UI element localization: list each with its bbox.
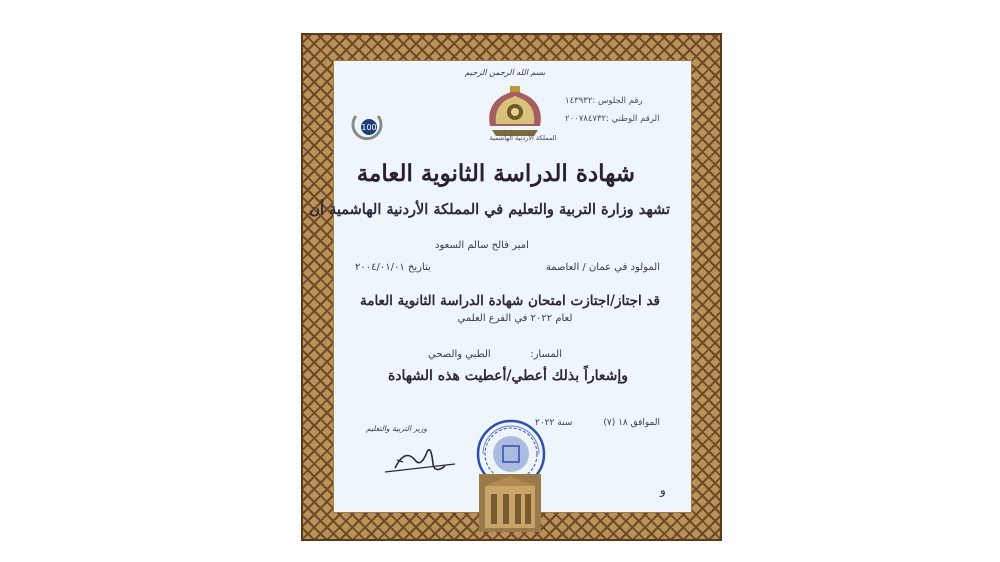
issue-date-label: الموافق ١٨ (٧) [603, 418, 660, 428]
petra-hologram-icon [479, 474, 541, 532]
royal-crest-icon [482, 86, 548, 138]
track-label: المسار: [530, 349, 562, 360]
minister-signature [375, 438, 465, 478]
certify-line: تشهد وزارة التربية والتعليم في المملكة الأردنية الهاشمية أن [309, 201, 670, 218]
centennial-badge-icon [350, 108, 384, 142]
basmala: بسم الله الرحمن الرحيم [464, 68, 546, 77]
year-line: لعام ٢٠٢٢ في الفرع العلمي [457, 313, 573, 324]
born-place: المولود في عمان / العاصمة [545, 262, 660, 273]
handwritten-note: و [660, 483, 666, 497]
seat-number: رقم الجلوس :١٤٣٩٣٢ [565, 96, 643, 106]
issue-year: سنة ٢٠٢٢ [535, 418, 573, 428]
issue-date [535, 418, 660, 428]
track-line [428, 349, 562, 360]
minister-title: وزير التربية والتعليم [366, 424, 427, 433]
birth-date: بتاريخ ٢٠٠٤/٠١/٠١ [355, 262, 431, 273]
certificate-title: شهادة الدراسة الثانوية العامة [356, 160, 635, 187]
passed-line: قد اجتاز/اجتازت امتحان شهادة الدراسة الثانوية العامة [359, 293, 660, 309]
granted-line: وإشعاراً بذلك أعطي/أعطيت هذه الشهادة [387, 368, 629, 384]
kingdom-caption: المملكة الأردنية الهاشمية [489, 134, 557, 142]
badge-number: 100 [361, 123, 377, 132]
national-number: الرقم الوطني :٢٠٠٧٨٤٧٣٢ [565, 114, 660, 124]
student-name: امير فالح سالم السعود [435, 240, 529, 251]
track-value: الطبي والصحي [428, 349, 491, 360]
birth-line [355, 262, 660, 273]
